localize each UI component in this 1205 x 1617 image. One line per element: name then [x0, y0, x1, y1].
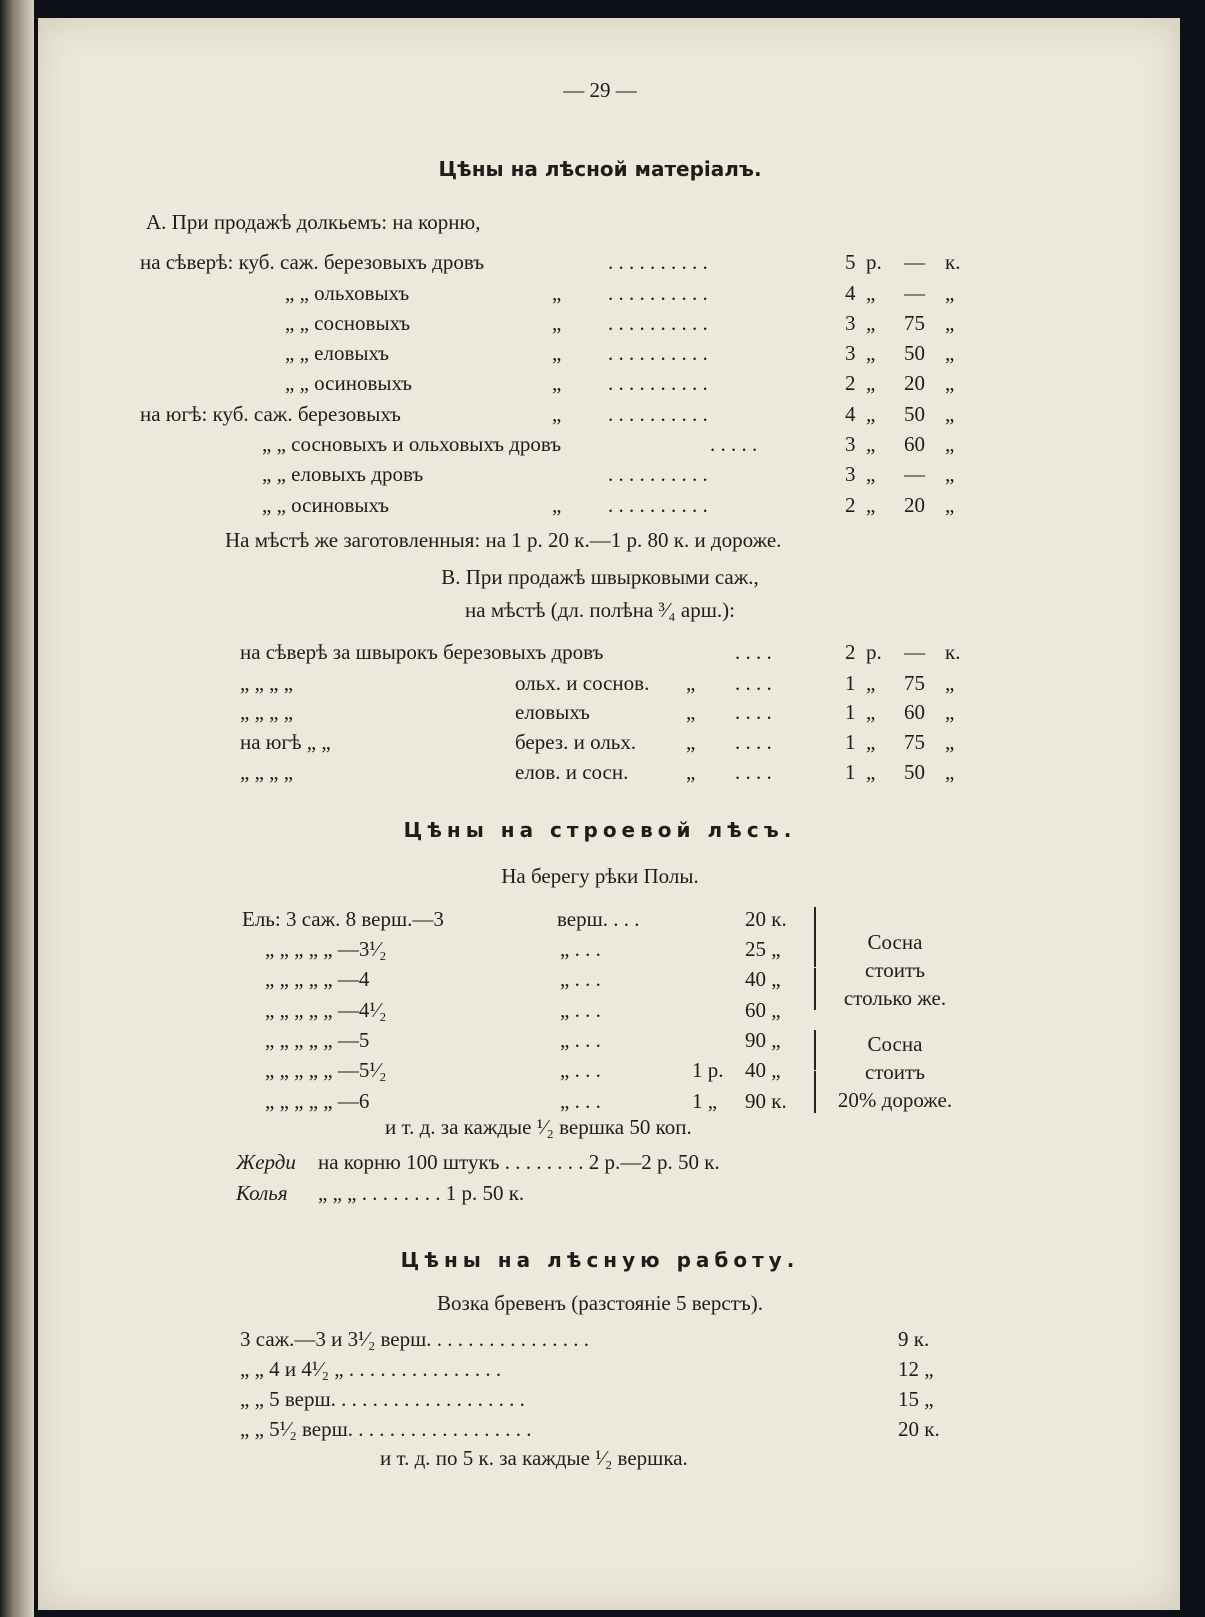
timber-row-size: „ „ „ „ „ —4 [265, 967, 370, 991]
row-b-r: р. [866, 640, 882, 664]
row-a-label: на сѣверѣ: куб. саж. березовыхъ дровъ [140, 250, 485, 274]
row-b-dots: . . . . [735, 760, 772, 784]
work-row-label: „ „ 5 верш. . . . . . . . . . . . . . . . . . . [240, 1387, 525, 1411]
row-a-kop: 75 [904, 311, 925, 335]
pine-note-2 [825, 1030, 965, 1114]
work-row-label: 3 саж.—3 и 3¹⁄₂ верш. . . . . . . . . . . . . . . . [240, 1327, 590, 1351]
row-b-item: ольх. и соснов. [515, 671, 650, 695]
work-subtitle: Возка бревенъ (разстояніе 5 верстъ). [437, 1291, 763, 1315]
row-a-kop: — [904, 250, 925, 274]
row-b-rub: 1 [845, 671, 856, 695]
timber-row-dots: „ . . . [560, 1058, 601, 1082]
row-a-label: „ „ осиновыхъ [285, 371, 413, 395]
row-b-label: на сѣверѣ за швырокъ березовыхъ дровъ [240, 640, 604, 664]
work-row-price: 12 „ [898, 1357, 934, 1381]
row-a-k: к. [945, 250, 961, 274]
row-b-rub: 1 [845, 730, 856, 754]
row-a-dots: . . . . . . . . . . [608, 311, 708, 335]
timber-row-kop: 20 к. [745, 907, 787, 931]
row-a-r: „ [866, 432, 876, 456]
row-a-rub: 3 [845, 311, 856, 335]
row-a-r: „ [866, 311, 876, 335]
row-a-r: „ [866, 341, 876, 365]
row-a-k: „ [945, 341, 955, 365]
row-b-kop: 50 [904, 760, 925, 784]
row-b-item: еловыхъ [515, 700, 590, 724]
row-a-rub: 2 [845, 371, 856, 395]
row-a-r: р. [866, 250, 882, 274]
local-note: На мѣстѣ же заготовленныя: на 1 р. 20 к.—1 р. 80 к. и дороже. [225, 528, 782, 552]
row-a-r: „ [866, 493, 876, 517]
row-a-label: „ „ еловыхъ дровъ [262, 462, 424, 486]
kolya-label: Колья [236, 1181, 288, 1205]
row-a-k: „ [945, 432, 955, 456]
row-a-label: на югѣ: куб. саж. березовыхъ [140, 402, 401, 426]
row-a-kop: — [904, 281, 925, 305]
row-a-ditto: „ [552, 341, 562, 365]
section-title-timber: Цѣны на лѣсной матеріалъ. [438, 157, 762, 181]
row-a-r: „ [866, 371, 876, 395]
row-a-kop: 60 [904, 432, 925, 456]
timber-row-kop: 40 „ [745, 967, 781, 991]
row-b-rub: 2 [845, 640, 856, 664]
brace-1 [814, 907, 822, 967]
work-row-label: „ „ 5¹⁄₂ верш. . . . . . . . . . . . . . . . . . [240, 1417, 532, 1441]
row-a-rub: 5 [845, 250, 856, 274]
row-b-r: „ [866, 671, 876, 695]
row-a-dots: . . . . . . . . . . [608, 281, 708, 305]
row-b-ditto: „ [686, 700, 696, 724]
row-a-ditto: „ [552, 311, 562, 335]
row-a-ditto: „ [552, 281, 562, 305]
row-b-rub: 1 [845, 760, 856, 784]
zherdi-label: Жерди [236, 1150, 296, 1174]
row-b-r: „ [866, 760, 876, 784]
row-a-kop: 50 [904, 402, 925, 426]
row-b-item: елов. и сосн. [515, 760, 629, 784]
row-a-r: „ [866, 462, 876, 486]
brace-2 [814, 1030, 822, 1070]
row-a-ditto: „ [552, 371, 562, 395]
row-b-kop: 75 [904, 671, 925, 695]
row-b-item: берез. и ольх. [515, 730, 637, 754]
section-title-work: Цѣны на лѣсную работу. [400, 1248, 800, 1272]
timber-row-rub: 1 р. [692, 1058, 724, 1082]
pine-note-1-line3: столько же. [843, 986, 947, 1010]
row-a-ditto: „ [552, 493, 562, 517]
pine-note-2-line3: 20% дороже. [837, 1088, 953, 1112]
timber-row-dots: „ . . . [560, 967, 601, 991]
row-b-k: к. [945, 640, 961, 664]
row-a-rub: 3 [845, 462, 856, 486]
brace-1b [814, 968, 822, 1010]
brace-2b [814, 1071, 822, 1113]
timber-row-kop: 90 к. [745, 1089, 787, 1113]
row-a-dots: . . . . . [710, 432, 758, 456]
timber-row-size: „ „ „ „ „ —5 [265, 1028, 370, 1052]
timber-row-size: „ „ „ „ „ —6 [265, 1089, 370, 1113]
section-title-construction: Цѣны на строевой лѣсъ. [403, 818, 797, 842]
row-b-ditto: „ [686, 760, 696, 784]
row-a-k: „ [945, 371, 955, 395]
row-b-k: „ [945, 730, 955, 754]
construction-footer: и т. д. за каждые ¹⁄₂ вершка 50 коп. [385, 1115, 692, 1139]
row-a-label: „ „ ольховыхъ [285, 281, 410, 305]
row-a-k: „ [945, 462, 955, 486]
timber-row-dots: „ . . . [560, 937, 601, 961]
row-b-dots: . . . . [735, 671, 772, 695]
row-b-rub: 1 [845, 700, 856, 724]
timber-row-size: „ „ „ „ „ —4¹⁄₂ [265, 998, 387, 1022]
row-b-label: „ „ „ „ [240, 700, 294, 724]
timber-row-kop: 60 „ [745, 998, 781, 1022]
row-a-rub: 3 [845, 341, 856, 365]
timber-row-dots: „ . . . [560, 1089, 601, 1113]
row-a-ditto: „ [552, 402, 562, 426]
row-a-k: „ [945, 493, 955, 517]
row-b-kop: 75 [904, 730, 925, 754]
subsection-a: А. При продажѣ долкьемъ: на корню, [146, 210, 481, 234]
timber-row-kop: 40 „ [745, 1058, 781, 1082]
row-b-k: „ [945, 760, 955, 784]
row-a-k: „ [945, 311, 955, 335]
row-b-r: „ [866, 730, 876, 754]
row-a-label: „ „ сосновыхъ и ольховыхъ дровъ [262, 432, 562, 456]
timber-row-size: Ель: 3 саж. 8 верш.—3 [242, 907, 444, 931]
book-spine-edge [0, 0, 34, 1617]
row-a-r: „ [866, 402, 876, 426]
row-a-dots: . . . . . . . . . . [608, 402, 708, 426]
subsection-b-line2: на мѣстѣ (дл. полѣна ³⁄₄ арш.): [465, 598, 735, 622]
subsection-b-line1: В. При продажѣ швырковыми саж., [441, 565, 759, 589]
row-a-rub: 4 [845, 402, 856, 426]
pine-note-1-line2: стоитъ [865, 958, 925, 982]
row-a-rub: 2 [845, 493, 856, 517]
timber-row-kop: 90 „ [745, 1028, 781, 1052]
timber-row-size: „ „ „ „ „ —3¹⁄₂ [265, 937, 387, 961]
work-row-label: „ „ 4 и 4¹⁄₂ „ . . . . . . . . . . . . . . . [240, 1357, 502, 1381]
row-a-r: „ [866, 281, 876, 305]
pine-note-1-line1: Сосна [867, 930, 923, 954]
row-b-label: „ „ „ „ [240, 671, 294, 695]
row-a-kop: 50 [904, 341, 925, 365]
timber-row-dots: „ . . . [560, 1028, 601, 1052]
row-b-k: „ [945, 671, 955, 695]
construction-subtitle: На берегу рѣки Полы. [501, 864, 699, 888]
row-b-ditto: „ [686, 730, 696, 754]
kolya-text: „ „ „ . . . . . . . . 1 р. 50 к. [318, 1181, 525, 1205]
timber-row-rub: 1 „ [692, 1089, 718, 1113]
row-a-dots: . . . . . . . . . . [608, 371, 708, 395]
pine-note-2-line2: стоитъ [865, 1060, 925, 1084]
row-a-label: „ „ сосновыхъ [285, 311, 411, 335]
timber-row-kop: 25 „ [745, 937, 781, 961]
row-a-kop: 20 [904, 371, 925, 395]
zherdi-text: на корню 100 штукъ . . . . . . . . 2 р.—2 р. 50 к. [318, 1150, 720, 1174]
work-row-price: 15 „ [898, 1387, 934, 1411]
row-b-dots: . . . . [735, 640, 772, 664]
row-a-kop: — [904, 462, 925, 486]
pine-note-1 [825, 928, 965, 1012]
page-number: — 29 — [563, 78, 637, 102]
row-a-dots: . . . . . . . . . . [608, 341, 708, 365]
row-b-label: на югѣ „ „ [240, 730, 331, 754]
row-a-label: „ „ осиновыхъ [262, 493, 390, 517]
row-b-kop: — [904, 640, 925, 664]
work-row-price: 20 к. [898, 1417, 940, 1441]
row-b-r: „ [866, 700, 876, 724]
row-a-k: „ [945, 402, 955, 426]
row-b-ditto: „ [686, 671, 696, 695]
timber-row-size: „ „ „ „ „ —5¹⁄₂ [265, 1058, 387, 1082]
row-b-kop: 60 [904, 700, 925, 724]
row-a-dots: . . . . . . . . . . [608, 493, 708, 517]
row-b-dots: . . . . [735, 730, 772, 754]
row-a-rub: 4 [845, 281, 856, 305]
row-a-label: „ „ еловыхъ [285, 341, 390, 365]
work-footer: и т. д. по 5 к. за каждые ¹⁄₂ вершка. [380, 1446, 688, 1470]
row-a-dots: . . . . . . . . . . [608, 250, 708, 274]
row-a-kop: 20 [904, 493, 925, 517]
row-a-rub: 3 [845, 432, 856, 456]
row-a-dots: . . . . . . . . . . [608, 462, 708, 486]
timber-row-dots: „ . . . [560, 998, 601, 1022]
row-b-dots: . . . . [735, 700, 772, 724]
work-row-price: 9 к. [898, 1327, 930, 1351]
timber-row-dots: верш. . . . [557, 907, 640, 931]
row-b-k: „ [945, 700, 955, 724]
row-a-k: „ [945, 281, 955, 305]
pine-note-2-line1: Сосна [867, 1032, 923, 1056]
row-b-label: „ „ „ „ [240, 760, 294, 784]
